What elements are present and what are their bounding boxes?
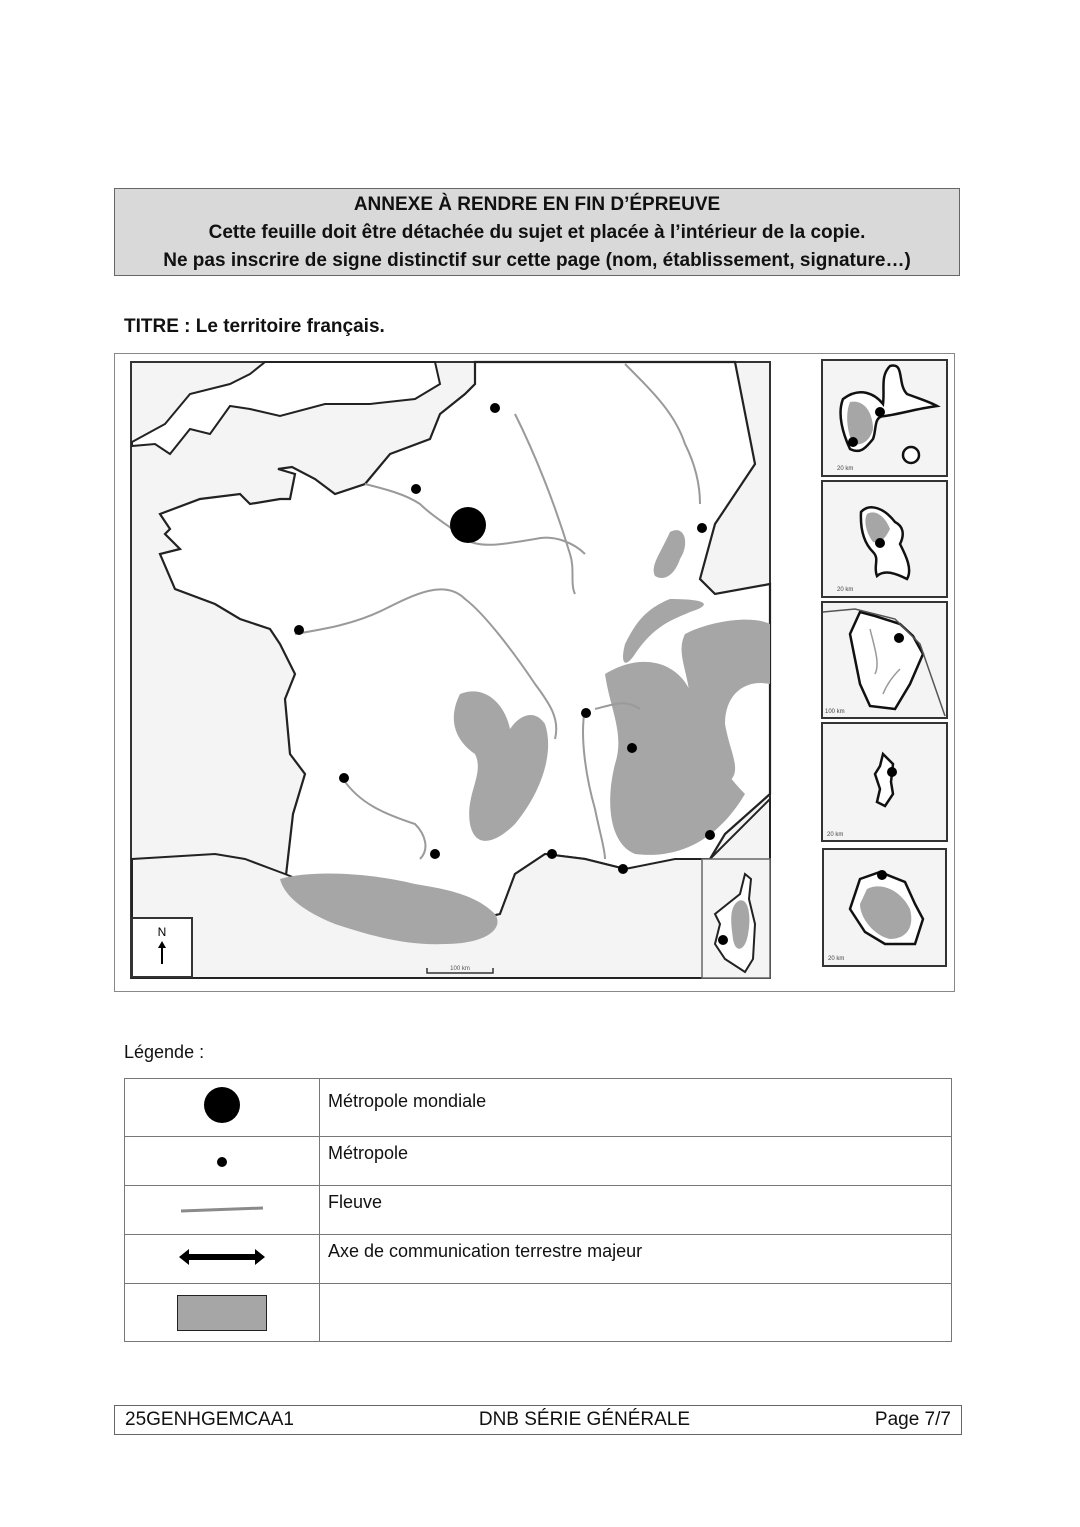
page-number: Page 7/7	[874, 1409, 951, 1430]
legend-text: Métropole	[320, 1137, 952, 1186]
svg-text:100 km: 100 km	[825, 709, 845, 715]
legend-text: Métropole mondiale	[320, 1079, 952, 1137]
legend-row	[125, 1284, 952, 1342]
header-line-3: Ne pas inscrire de signe distinctif sur cette page (nom, établissement, signature…)	[163, 250, 911, 271]
legend-text: Fleuve	[320, 1186, 952, 1235]
large-dot-icon	[202, 1085, 242, 1125]
gray-rectangle-icon	[177, 1295, 267, 1331]
instructions-header	[114, 188, 960, 276]
exam-name: DNB SÉRIE GÉNÉRALE	[478, 1409, 691, 1430]
svg-text:N: N	[157, 925, 167, 939]
legend-label: Légende :	[124, 1042, 205, 1062]
header-line-2: Cette feuille doit être détachée du sujet et placée à l’intérieur de la copie.	[208, 222, 866, 243]
legend-row	[125, 1137, 952, 1186]
page-footer	[114, 1405, 962, 1435]
legend-table	[124, 1078, 952, 1342]
legend-text-blank[interactable]	[320, 1284, 952, 1342]
exam-code: 25GENHGEMCAA1	[125, 1409, 294, 1430]
legend-text: Axe de communication terrestre majeur	[320, 1235, 952, 1284]
double-arrow-icon	[177, 1246, 267, 1268]
river-line-icon	[177, 1202, 267, 1216]
map-frame	[114, 353, 955, 992]
drom-insets	[822, 360, 947, 966]
legend-row	[125, 1079, 952, 1137]
legend-row	[125, 1235, 952, 1284]
page-title: TITRE : Le territoire français.	[124, 316, 385, 337]
svg-text:100 km: 100 km	[450, 966, 470, 972]
svg-text:20 km: 20 km	[827, 832, 844, 838]
svg-text:20 km: 20 km	[837, 587, 854, 593]
metropole-mondiale-dot	[450, 507, 486, 543]
svg-text:20 km: 20 km	[828, 956, 845, 962]
legend-row	[125, 1186, 952, 1235]
france-map	[115, 354, 956, 993]
header-line-1: ANNEXE À RENDRE EN FIN D’ÉPREUVE	[353, 194, 721, 215]
small-dot-icon	[215, 1153, 229, 1167]
svg-text:20 km: 20 km	[837, 466, 854, 472]
